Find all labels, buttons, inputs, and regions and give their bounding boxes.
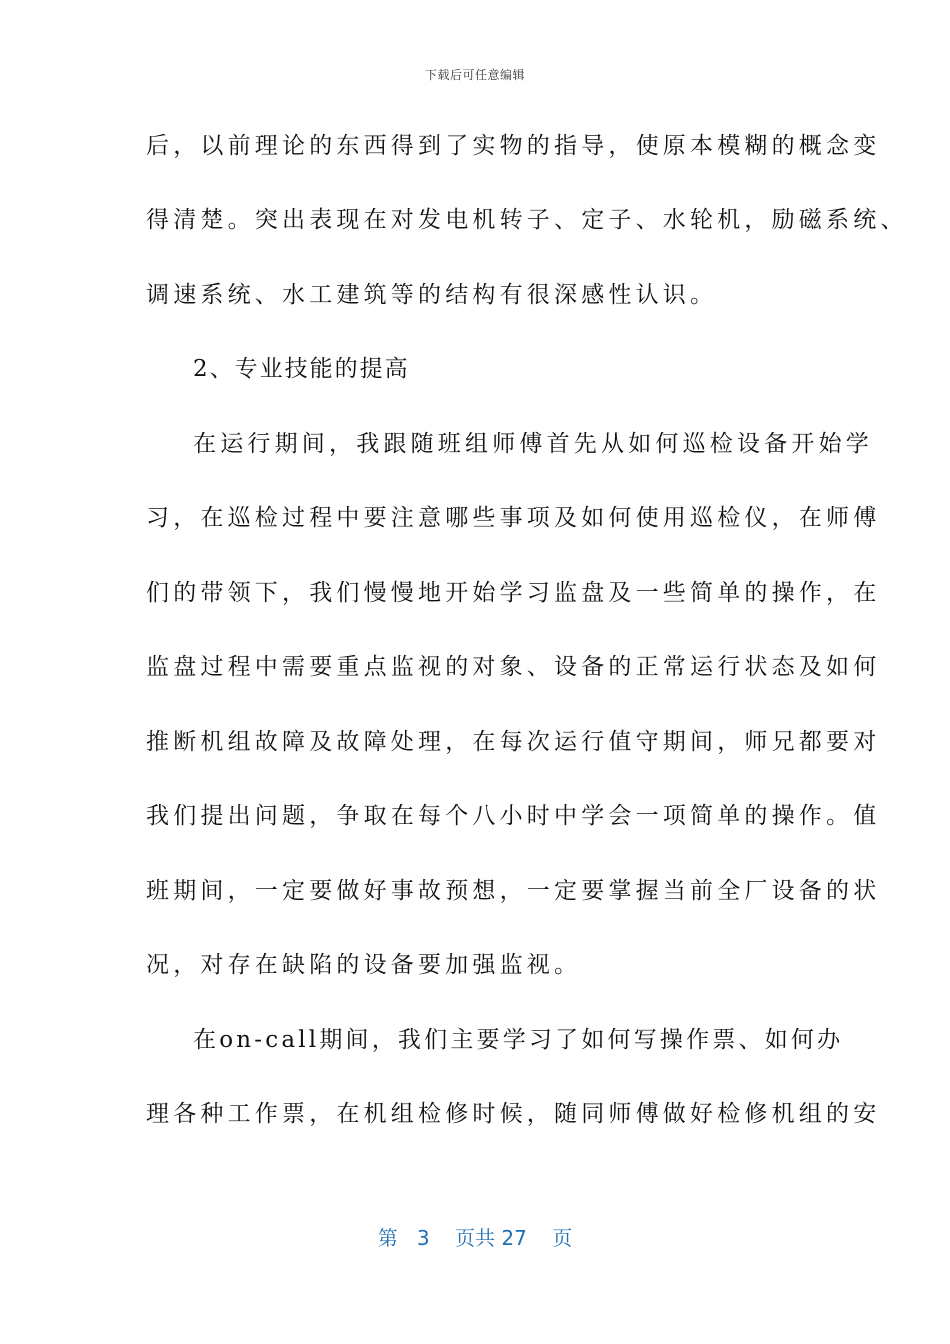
body-line-10: 我们提出问题，争取在每个八小时中学会一项简单的操作。值 xyxy=(146,803,881,829)
body-line-2: 得清楚。突出表现在对发电机转子、定子、水轮机，励磁系统、 xyxy=(146,207,908,233)
body-line-8: 监盘过程中需要重点监视的对象、设备的正常运行状态及如何 xyxy=(146,654,881,680)
body-line-3: 调速系统、水工建筑等的结构有很深感性认识。 xyxy=(146,282,718,308)
body-line-1: 后，以前理论的东西得到了实物的指导，使原本模糊的概念变 xyxy=(146,133,881,159)
body-line-12: 况，对存在缺陷的设备要加强监视。 xyxy=(146,952,582,978)
section-heading: 2、专业技能的提高 xyxy=(193,356,410,382)
body-line-7: 们的带领下，我们慢慢地开始学习监盘及一些简单的操作，在 xyxy=(146,580,881,606)
body-line-5: 在运行期间，我跟随班组师傅首先从如何巡检设备开始学 xyxy=(193,431,873,457)
body-line-11: 班期间，一定要做好事故预想，一定要掌握当前全厂设备的状 xyxy=(146,878,881,904)
page-suffix: 页 xyxy=(552,1226,573,1250)
total-pages: 27 xyxy=(501,1226,527,1250)
header-note: 下载后可任意编辑 xyxy=(424,68,525,82)
page-mid: 页共 xyxy=(455,1226,495,1250)
body-line-9: 推断机组故障及故障处理，在每次运行值守期间，师兄都要对 xyxy=(146,729,881,755)
current-page-number: 3 xyxy=(416,1226,430,1250)
body-line-13: 在on-call期间，我们主要学习了如何写操作票、如何办 xyxy=(193,1027,844,1053)
body-line-6: 习，在巡检过程中要注意哪些事项及如何使用巡检仪，在师傅 xyxy=(146,505,881,531)
page-prefix: 第 xyxy=(377,1226,398,1250)
body-line-14: 理各种工作票，在机组检修时候，随同师傅做好检修机组的安 xyxy=(146,1101,881,1127)
page-footer xyxy=(0,1224,950,1252)
